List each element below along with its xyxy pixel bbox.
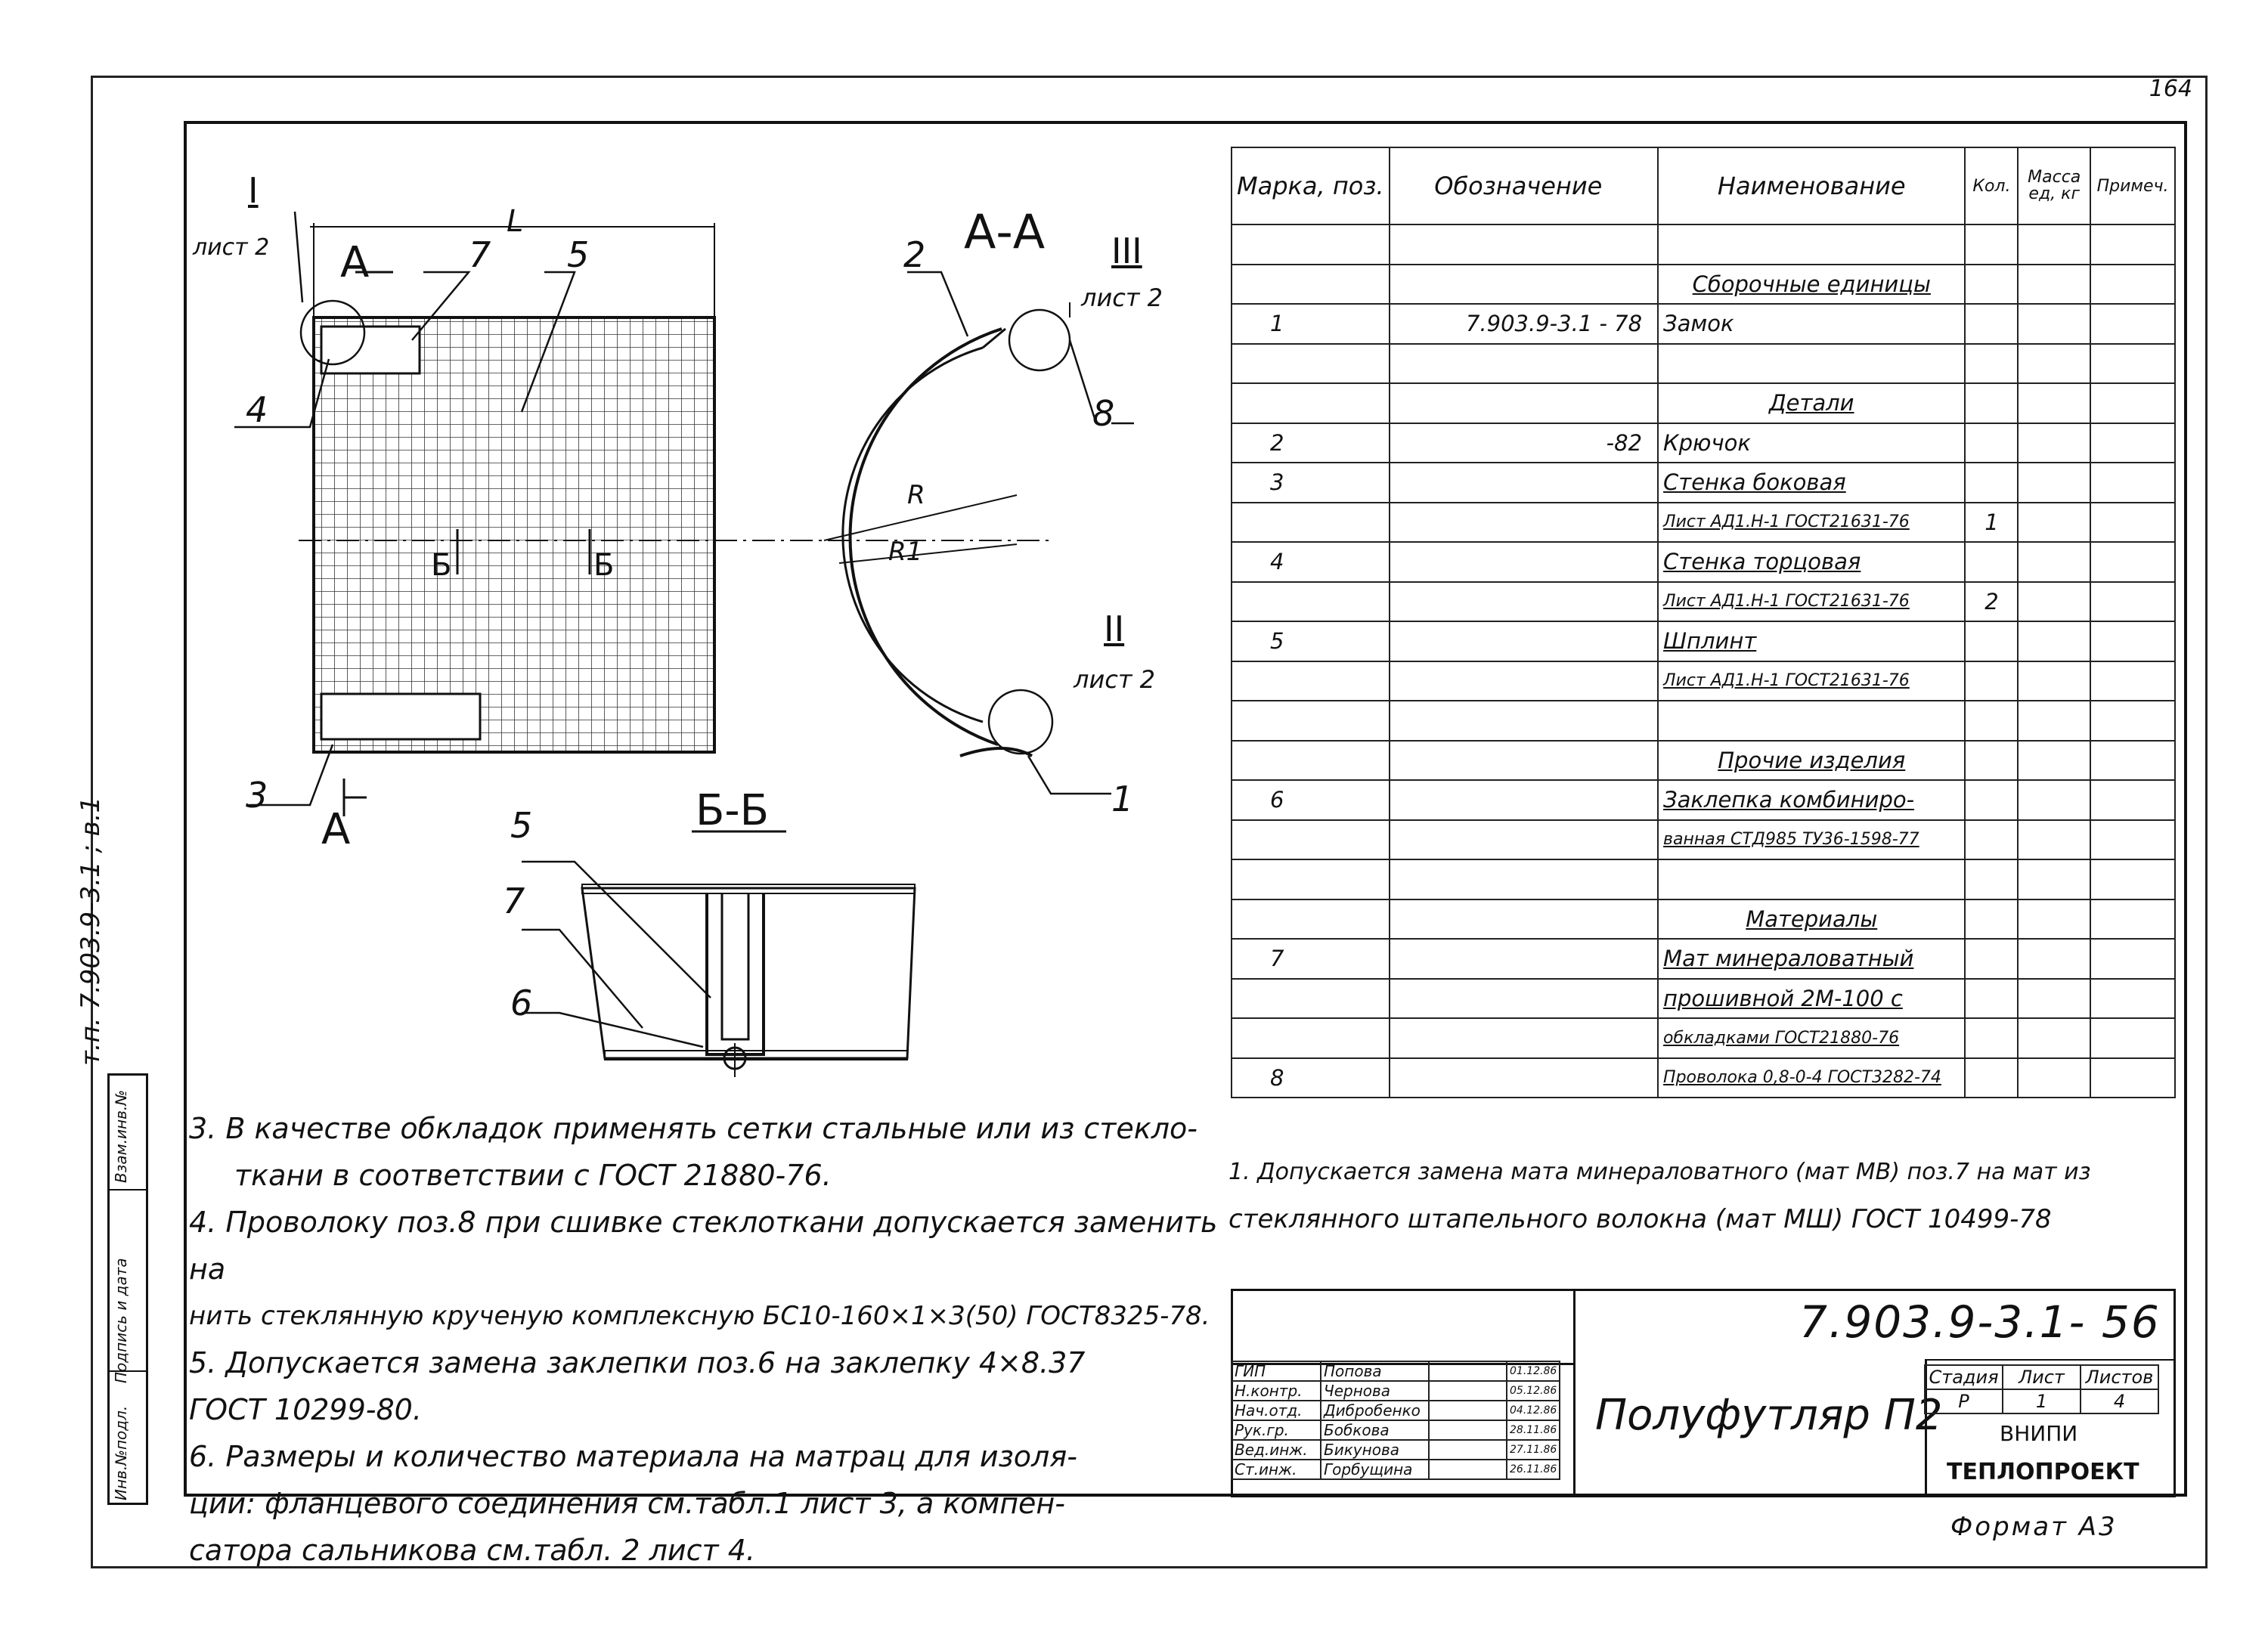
note-line: 3. В качестве обкладок применять сетки стальные или из стекло- bbox=[189, 1112, 1198, 1145]
document-number: 7.903.9-3.1- 56 bbox=[1799, 1296, 2161, 1348]
col-header-name: Наименование bbox=[1658, 147, 1965, 224]
notes-right bbox=[1228, 1149, 2181, 1243]
table-row bbox=[1232, 265, 2175, 305]
node-I-label: I bbox=[248, 170, 259, 211]
rivet-strip-bottom bbox=[321, 694, 480, 739]
pos-4-label: 4 bbox=[246, 389, 268, 430]
side-stamp-label-2: Подпись и дата bbox=[112, 1258, 130, 1383]
note-line: ткани в соответствии с ГОСТ 21880-76. bbox=[234, 1159, 832, 1192]
node-II-circle bbox=[989, 690, 1052, 754]
sheet-value: 1 bbox=[2003, 1389, 2081, 1413]
note-line: ГОСТ 10299-80. bbox=[189, 1393, 422, 1426]
stage-value-row bbox=[1925, 1389, 2158, 1413]
node-III-label: III bbox=[1111, 231, 1142, 271]
table-row: Лист АД1.Н-1 ГОСТ21631-76 bbox=[1232, 661, 2175, 701]
table-row bbox=[1232, 701, 2175, 741]
table-row: ванная СТД985 ТУ36-1598-77 bbox=[1232, 820, 2175, 860]
table-row: 5 Шплинт bbox=[1232, 621, 2175, 661]
table-row bbox=[1232, 859, 2175, 899]
table-row: 6 Заклепка комбиниро- bbox=[1232, 780, 2175, 820]
section-heading: Детали bbox=[1658, 383, 1965, 423]
pos-8-label: 8 bbox=[1092, 393, 1115, 434]
sheets-value: 4 bbox=[2081, 1389, 2158, 1413]
table-row: Лист АД1.Н-1 ГОСТ21631-76 2 bbox=[1232, 582, 2175, 622]
note-line: нить стеклянную крученую комплексную БС10-160×1×3(50) ГОСТ8325-78. bbox=[189, 1301, 1210, 1331]
sheets-header: Листов bbox=[2081, 1365, 2158, 1389]
note-line: 5. Допускается замена заклепки поз.6 на заклепку 4×8.37 bbox=[189, 1346, 1086, 1379]
stage-header-row bbox=[1925, 1365, 2158, 1389]
stage-header: Стадия bbox=[1925, 1365, 2003, 1389]
format-label: Формат А3 bbox=[1950, 1512, 2118, 1542]
col-header-designation: Обозначение bbox=[1390, 147, 1659, 224]
rivet-strip-top bbox=[321, 327, 420, 373]
bb-pos-7-label: 7 bbox=[503, 881, 525, 921]
node-III-circle bbox=[1009, 310, 1070, 370]
signature-row: Нач.отд. Дибробенко 04.12.86 bbox=[1232, 1401, 1560, 1420]
section-BB-view bbox=[522, 831, 915, 1077]
section-BB-title: Б-Б bbox=[696, 786, 770, 835]
signature-row: Н.контр. Чернова 05.12.86 bbox=[1232, 1381, 1560, 1401]
pos-5-label: 5 bbox=[567, 234, 590, 275]
note-line: 4. Проволоку поз.8 при сшивке стеклоткани допускается заменить на bbox=[189, 1206, 1218, 1286]
node-III-sheet: лист 2 bbox=[1081, 283, 1163, 312]
section-AA-view bbox=[824, 272, 1134, 794]
radius-R1-label: R1 bbox=[888, 537, 923, 567]
dim-L-label: L bbox=[507, 204, 524, 239]
signature-row: Рук.гр. Бобкова 28.11.86 bbox=[1232, 1420, 1560, 1440]
technical-drawing bbox=[0, 0, 1232, 1104]
col-header-pos: Марка, поз. bbox=[1232, 147, 1390, 224]
signature-row: ГИП Попова 01.12.86 bbox=[1232, 1361, 1560, 1381]
organization-line-1: ВНИПИ bbox=[2000, 1421, 2078, 1446]
side-stamp-label-3: Взам.инв.№ bbox=[112, 1089, 130, 1183]
table-row bbox=[1232, 899, 2175, 940]
signature-row: Вед.инж. Бикунова 27.11.86 bbox=[1232, 1440, 1560, 1460]
note-line: сатора сальникова см.табл. 2 лист 4. bbox=[189, 1534, 755, 1567]
table-row: 7 Мат минераловатный bbox=[1232, 939, 2175, 979]
section-A-top-label: А bbox=[340, 238, 370, 287]
side-code: т.п. 7.903.9-3.1 ; в.1 bbox=[76, 796, 106, 1066]
node-I-sheet: лист 2 bbox=[193, 234, 270, 261]
table-row: обкладками ГОСТ21880-76 bbox=[1232, 1018, 2175, 1058]
table-row: 2 -82 Крючок bbox=[1232, 423, 2175, 463]
section-heading: Прочие изделия bbox=[1658, 741, 1965, 781]
pos-3-label: 3 bbox=[246, 775, 268, 816]
table-row: прошивной 2М-100 с bbox=[1232, 979, 2175, 1019]
organization-line-2: ТЕПЛОПРОЕКТ bbox=[1947, 1459, 2139, 1485]
table-row bbox=[1232, 224, 2175, 265]
section-heading: Материалы bbox=[1658, 899, 1965, 940]
stage-value: Р bbox=[1925, 1389, 2003, 1413]
note-line: стеклянного штапельного волокна (мат МШ) ГОСТ 10499-78 bbox=[1228, 1204, 2052, 1234]
pos-7-label: 7 bbox=[469, 234, 491, 275]
sheet-header: Лист bbox=[2003, 1365, 2081, 1389]
side-stamp-label-1: Инв.№подл. bbox=[112, 1405, 130, 1500]
bb-pos-5-label: 5 bbox=[510, 805, 533, 846]
pos-6-label: 6 bbox=[510, 983, 533, 1023]
section-heading: Сборочные единицы bbox=[1658, 265, 1965, 305]
node-II-sheet: лист 2 bbox=[1074, 665, 1156, 694]
table-row: 3 Стенка боковая bbox=[1232, 463, 2175, 503]
document-name: Полуфутляр П2 bbox=[1595, 1391, 1943, 1440]
notes-left bbox=[189, 1105, 1232, 1574]
spec-header-row bbox=[1232, 147, 2175, 224]
section-A-bottom-label: А bbox=[321, 805, 351, 854]
col-header-mass: Масса ед, кг bbox=[2018, 147, 2090, 224]
table-row bbox=[1232, 741, 2175, 781]
signature-table bbox=[1231, 1361, 1560, 1480]
plan-view bbox=[234, 212, 1051, 816]
note-line: ции: фланцевого соединения см.табл.1 лист 3, а компен- bbox=[189, 1487, 1065, 1520]
table-row bbox=[1232, 383, 2175, 423]
table-row bbox=[1232, 344, 2175, 384]
pos-1-label: 1 bbox=[1111, 779, 1134, 819]
signature-row: Ст.инж. Горбущина 26.11.86 bbox=[1232, 1460, 1560, 1479]
section-AA-title: А-А bbox=[964, 204, 1046, 259]
sheet-number: 164 bbox=[2149, 76, 2192, 102]
b-left-label: Б bbox=[431, 548, 452, 583]
table-row: Лист АД1.Н-1 ГОСТ21631-76 1 bbox=[1232, 503, 2175, 543]
specification-table bbox=[1231, 147, 2176, 1098]
table-row: 1 7.903.9-3.1 - 78 Замок bbox=[1232, 304, 2175, 344]
radius-R-label: R bbox=[907, 480, 925, 510]
node-II-label: II bbox=[1104, 608, 1125, 649]
col-header-qty: Кол. bbox=[1965, 147, 2018, 224]
note-line: 6. Размеры и количество материала на матрац для изоля- bbox=[189, 1440, 1077, 1473]
stage-table bbox=[1924, 1364, 2159, 1414]
pos-2-label: 2 bbox=[903, 234, 926, 275]
b-right-label: Б bbox=[593, 548, 615, 583]
table-row: 4 Стенка торцовая bbox=[1232, 542, 2175, 582]
col-header-note: Примеч. bbox=[2090, 147, 2175, 224]
note-line: 1. Допускается замена мата минераловатного (мат МВ) поз.7 на мат из bbox=[1228, 1159, 2091, 1185]
table-row: 8 Проволока 0,8-0-4 ГОСТ3282-74 bbox=[1232, 1058, 2175, 1098]
